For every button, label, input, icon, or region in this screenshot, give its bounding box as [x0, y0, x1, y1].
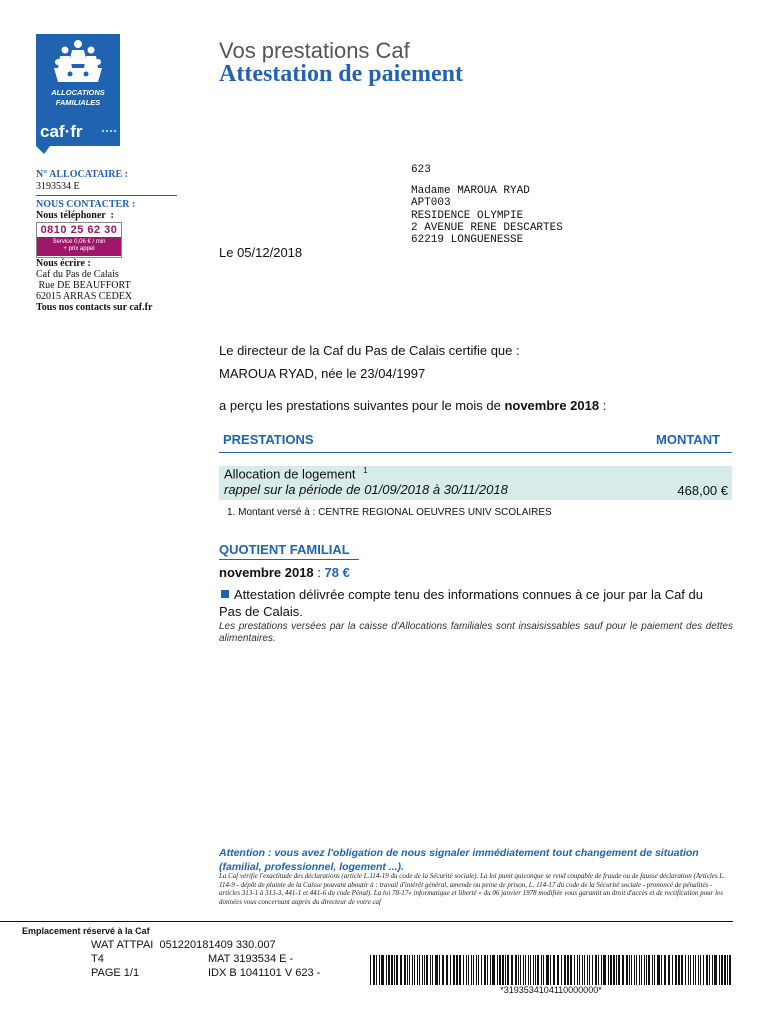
caf-address-line3: 62015 ARRAS CEDEX — [36, 291, 133, 302]
barcode-bar — [456, 955, 458, 985]
barcode-bar — [535, 955, 536, 985]
barcode-bar — [577, 955, 578, 985]
write-label: Nous écrire : — [36, 258, 91, 269]
barcode-bar — [525, 955, 526, 985]
barcode-bar — [481, 955, 482, 985]
logo-line1: ALLOCATIONS — [51, 88, 105, 97]
barcode-bar — [505, 955, 506, 985]
barcode-bar — [422, 955, 423, 985]
recipient-street: 2 AVENUE RENE DESCARTES — [411, 222, 563, 234]
barcode-bar — [497, 955, 498, 985]
barcode-bar — [648, 955, 650, 985]
barcode-bar — [400, 955, 402, 985]
footnote: 1. Montant versé à : CENTRE REGIONAL OEUVRES UNIV SCOLAIRES — [227, 507, 552, 518]
bullet-square-icon — [221, 590, 229, 598]
barcode-bar — [616, 955, 617, 985]
barcode-bar — [714, 955, 717, 985]
phone-box — [36, 222, 122, 258]
barcode-bar — [487, 955, 488, 985]
barcode-bar — [523, 955, 524, 985]
barcode-bar — [520, 955, 521, 985]
barcode-bar — [712, 955, 713, 985]
barcode-bar — [414, 955, 415, 985]
phone-price-line2: + prix appel — [63, 246, 95, 252]
barcode-bar — [533, 955, 534, 985]
barcode-bar — [373, 955, 375, 985]
barcode-bar — [499, 955, 501, 985]
phone-price-line1: Service 0,06 € / min — [52, 239, 106, 245]
barcode-bar — [557, 955, 559, 985]
barcode-bar — [396, 955, 398, 985]
barcode-bar — [622, 955, 624, 985]
reserved-area-label: Emplacement réservé à la Caf — [22, 926, 150, 936]
prestation-label — [224, 466, 368, 481]
certify-text: Le directeur de la Caf du Pas de Calais certifie que : — [219, 343, 520, 358]
statement-line1: Attestation délivrée compte tenu des informations connues à ce jour par la Caf du — [234, 587, 703, 602]
insaisissable-note: Les prestations versées par la caisse d'Allocations familiales sont insaisissables sauf pour le paiement des dettes alimentaires. — [219, 621, 733, 644]
quotient-month: novembre 2018 — [219, 565, 314, 580]
barcode-bar — [407, 955, 408, 985]
barcode-bar — [430, 955, 431, 985]
recipient-postal: 62219 — [411, 234, 445, 246]
barcode-bar — [603, 955, 606, 985]
barcode-bar — [719, 955, 720, 985]
barcode-bar — [435, 955, 438, 985]
barcode-bar — [727, 955, 728, 985]
wat-code: WAT ATTPAI 051220181409 330.007 — [91, 939, 276, 951]
barcode-bar — [386, 955, 387, 985]
col-montant: MONTANT — [656, 432, 721, 447]
recipient-city-line — [411, 234, 523, 246]
barcode-bar — [567, 955, 569, 985]
barcode-bar — [419, 955, 420, 985]
barcode-bar — [608, 955, 609, 985]
phone-price — [37, 237, 121, 256]
footnote-mark: 1 — [363, 466, 368, 475]
quotient-value: 78 € — [324, 565, 350, 580]
barcode-bar — [468, 955, 469, 985]
barcode-bar — [537, 955, 539, 985]
barcode-bar — [453, 955, 455, 985]
table-row — [219, 466, 732, 500]
barcode-bar — [664, 955, 666, 985]
barcode-bar — [381, 955, 384, 985]
barcode-bar — [598, 955, 599, 985]
barcode-bar — [518, 955, 519, 985]
barcode-bar — [426, 955, 428, 985]
barcode-bar — [685, 955, 686, 985]
barcode-bar — [631, 955, 632, 985]
barcode-bar — [379, 955, 380, 985]
allocataire-number: 3193534 E — [36, 181, 80, 192]
barcode-bar — [657, 955, 660, 985]
received-text — [219, 398, 606, 413]
barcode-bar — [709, 955, 710, 985]
barcode-bar — [675, 955, 677, 985]
barcode-bar — [626, 955, 628, 985]
legal-text: La Caf vérifie l'exactitude des déclarations (article L.114-19 du code de la Sécurité sociale). La loi punit quiconque se rend coupable de fraude ou de fausse déclaration (Articles L. 114-9 - dépôt de plainte de la Caisse pouvant aboutir à : travail d'intérêt général, amende ou peine de prison, L. 114-17 du code de la Sécurité sociale - prononcé de pénalités - articles 313-1 à 313-3, 441-1 et 441-6 du code Pénal). La loi 78-17« informatique et liberté » du 06 janvier 1978 modifiée vous garantit un droit d'accès et de rectification pour les données vous concernant auprès du directeur de votre caf — [219, 872, 725, 906]
barcode-bar — [530, 955, 531, 985]
barcode-bar — [376, 955, 377, 985]
barcode-bar — [417, 955, 418, 985]
all-contacts-link: Tous nos contacts sur caf.fr — [36, 302, 153, 313]
barcode-bar — [678, 955, 680, 985]
document-date: Le 05/12/2018 — [219, 245, 303, 260]
barcode-bar — [641, 955, 642, 985]
quotient-heading: QUOTIENT FAMILIAL — [219, 542, 350, 557]
barcode-bar — [570, 955, 572, 985]
caf-address-line2: Rue DE BEAUFFORT — [36, 280, 131, 291]
quotient-line — [219, 565, 350, 580]
barcode-bar — [695, 955, 696, 985]
barcode-bar — [404, 955, 406, 985]
barcode-bar — [595, 955, 597, 985]
barcode-bar — [706, 955, 708, 985]
prestation-amount: 468,00 € — [677, 483, 728, 498]
barcode-bar — [661, 955, 662, 985]
barcode-bar — [561, 955, 562, 985]
barcode-bar — [543, 955, 544, 985]
barcode-bar — [672, 955, 673, 985]
barcode-bar — [424, 955, 425, 985]
barcode-bar — [564, 955, 566, 985]
col-prestations: PRESTATIONS — [223, 432, 314, 447]
barcode-bar — [507, 955, 509, 985]
barcode-bar — [681, 955, 683, 985]
logo-line2: FAMILIALES — [55, 98, 101, 107]
barcode-bar — [432, 955, 433, 985]
recipient-code: 623 — [411, 164, 431, 176]
bottom-divider — [0, 921, 733, 922]
barcode-bar — [721, 955, 723, 985]
barcode-bar — [546, 955, 549, 985]
barcode-bar — [700, 955, 701, 985]
barcode-bar — [553, 955, 555, 985]
recipient-name: Madame MAROUA RYAD — [411, 185, 530, 197]
barcode-bar — [439, 955, 440, 985]
barcode-bar — [690, 955, 691, 985]
barcode-bar — [463, 955, 464, 985]
recipient-residence: RESIDENCE OLYMPIE — [411, 210, 524, 222]
caf-logo — [36, 34, 120, 154]
barcode-bar — [492, 955, 495, 985]
recipient-city: LONGUENESSE — [450, 234, 524, 246]
barcode-bar — [587, 955, 588, 985]
barcode-bar — [391, 955, 393, 985]
barcode-bar — [688, 955, 689, 985]
barcode-bar — [636, 955, 637, 985]
page-subtitle: Vos prestations Caf — [219, 38, 410, 63]
barcode-bar — [644, 955, 645, 985]
barcode-bar — [724, 955, 726, 985]
phone-number: 0810 25 62 30 — [40, 224, 118, 236]
sidebar-divider — [36, 195, 177, 196]
mat-code: MAT 3193534 E - — [208, 953, 294, 965]
barcode-bar — [484, 955, 486, 985]
barcode-bar — [409, 955, 410, 985]
received-month: novembre 2018 — [504, 398, 600, 413]
barcode-bar — [589, 955, 590, 985]
attention-notice: Attention : vous avez l'obligation de nous signaler immédiatement tout changement de situation (familial, professionnel, logement ...). — [219, 847, 699, 873]
barcode-bar — [466, 955, 467, 985]
barcode-bar — [541, 955, 542, 985]
barcode-bar — [579, 955, 580, 985]
barcode — [370, 955, 732, 985]
barcode-bar — [668, 955, 670, 985]
page-number: PAGE 1/1 — [91, 967, 140, 979]
quotient-rule — [219, 559, 359, 560]
barcode-bar — [574, 955, 575, 985]
barcode-bar — [652, 955, 653, 985]
barcode-bar — [703, 955, 704, 985]
barcode-bar — [528, 955, 529, 985]
table-header-rule — [219, 452, 732, 453]
barcode-bar — [634, 955, 635, 985]
logo-site: caf·fr — [40, 122, 83, 141]
barcode-bar — [490, 955, 491, 985]
allocataire-label: N° ALLOCATAIRE : — [36, 169, 128, 180]
barcode-bar — [629, 955, 630, 985]
barcode-bar — [582, 955, 583, 985]
barcode-bar — [646, 955, 647, 985]
barcode-bar — [511, 955, 513, 985]
barcode-bar — [370, 955, 371, 985]
barcode-bar — [476, 955, 477, 985]
barcode-bar — [592, 955, 593, 985]
barcode-bar — [610, 955, 612, 985]
barcode-bar — [442, 955, 444, 985]
barcode-bar — [601, 955, 602, 985]
barcode-bar — [693, 955, 694, 985]
barcode-bar — [473, 955, 474, 985]
barcode-bar — [584, 955, 585, 985]
barcode-bar — [450, 955, 451, 985]
barcode-bar — [654, 955, 655, 985]
barcode-bar — [502, 955, 504, 985]
barcode-bar — [515, 955, 517, 985]
received-suffix: : — [599, 398, 607, 413]
barcode-bar — [459, 955, 461, 985]
prestation-name: Allocation de logement — [224, 466, 356, 482]
page-title: Attestation de paiement — [219, 61, 463, 87]
contact-label: NOUS CONTACTER : — [36, 199, 136, 210]
quotient-sep: : — [313, 565, 325, 580]
barcode-bar — [446, 955, 448, 985]
barcode-bar — [618, 955, 620, 985]
barcode-bar — [729, 955, 731, 985]
phone-label: Nous téléphoner : — [36, 210, 114, 221]
barcode-bar — [388, 955, 390, 985]
beneficiary: MAROUA RYAD, née le 23/04/1997 — [219, 366, 426, 381]
prestation-period: rappel sur la période de 01/09/2018 à 30/11/2018 — [224, 482, 508, 497]
caf-address-line1: Caf du Pas de Calais — [36, 269, 119, 280]
idx-code: IDX B 1041101 V 623 - — [208, 967, 321, 979]
barcode-bar — [412, 955, 413, 985]
barcode-bar — [471, 955, 472, 985]
barcode-bar — [478, 955, 479, 985]
barcode-bar — [698, 955, 699, 985]
barcode-bar — [394, 955, 395, 985]
recipient-apt: APT003 — [411, 197, 451, 209]
barcode-text: *3193534104110000000* — [500, 985, 602, 995]
barcode-bar — [639, 955, 640, 985]
t4-code: T4 — [91, 953, 104, 965]
barcode-bar — [550, 955, 551, 985]
barcode-bar — [613, 955, 615, 985]
received-prefix: a perçu les prestations suivantes pour le mois de — [219, 398, 505, 413]
statement-line2: Pas de Calais. — [219, 604, 303, 619]
